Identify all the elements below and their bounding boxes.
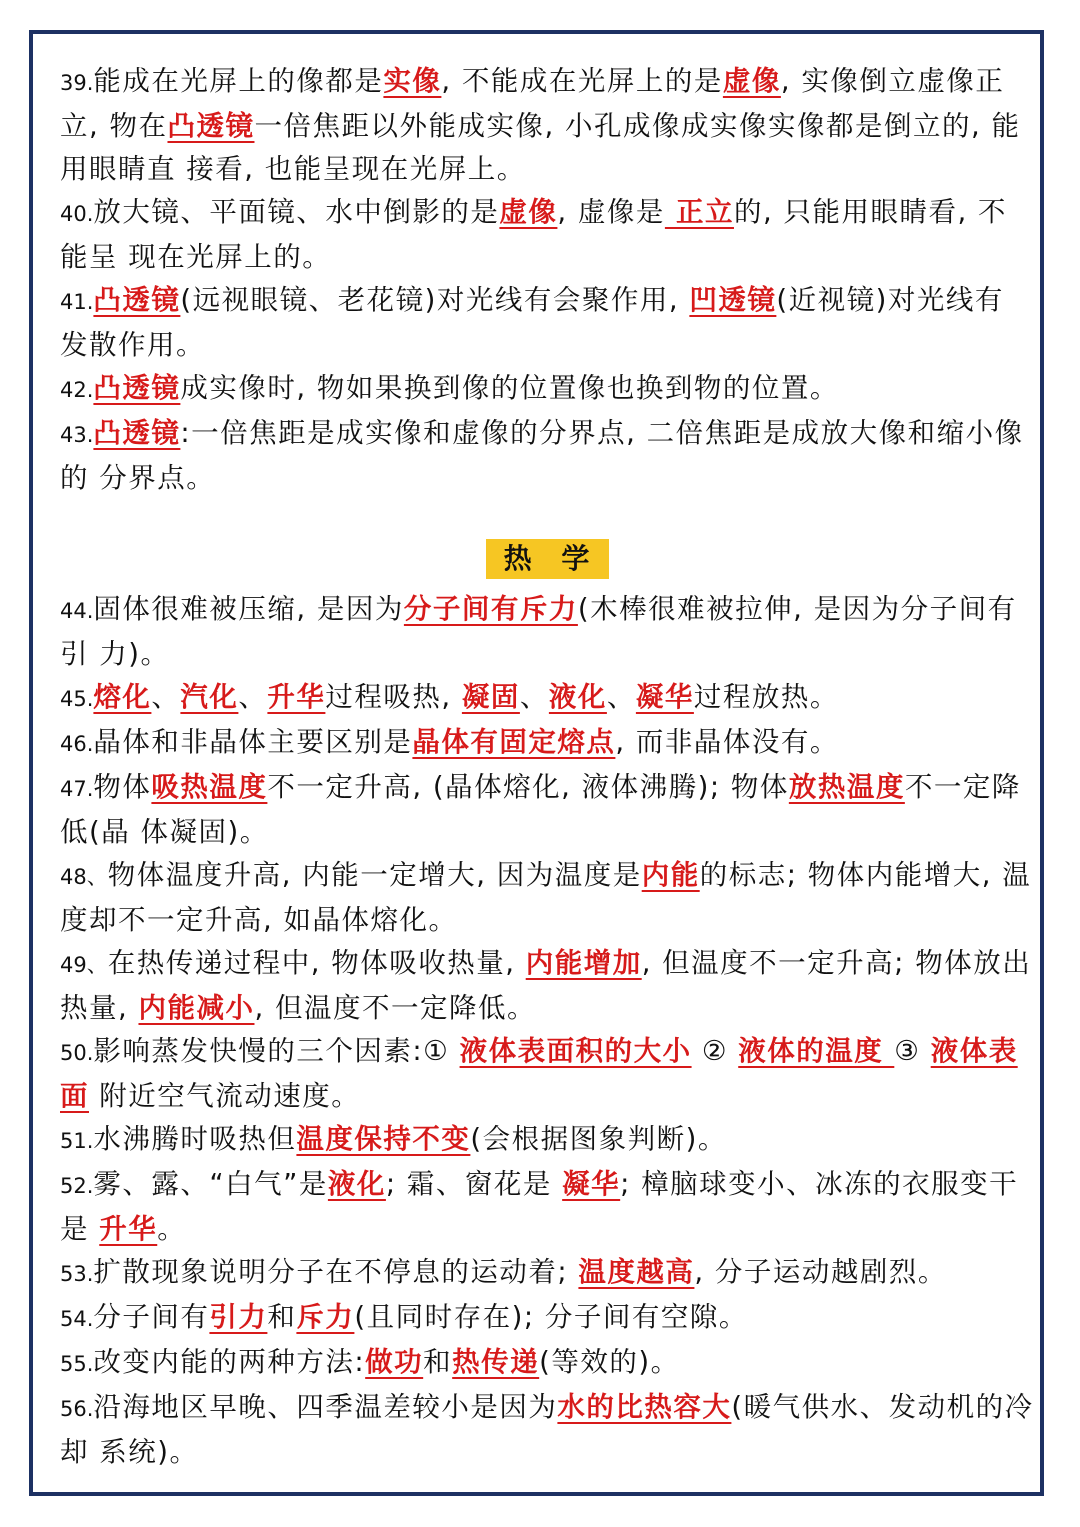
item-text: 一倍焦距以外能成实像, 小孔成像成实像实像都是倒立的, 能用眼睛直 接看, 也能呈现在光屏上。: [60, 110, 1021, 185]
item-number: 39.: [60, 71, 94, 95]
document-body: [60, 60, 1035, 1474]
answer-keyword: 水的比热容大: [557, 1391, 732, 1423]
answer-keyword: 放热温度: [788, 771, 905, 803]
item-text: 不一定升高, (晶体熔化, 液体沸腾); 物体: [267, 771, 789, 803]
answer-keyword: 凸透镜: [167, 110, 255, 142]
answer-keyword: 凝华: [562, 1168, 621, 1200]
item-text: ②: [691, 1035, 739, 1067]
item-text: , 分子运动越剧烈。: [694, 1256, 947, 1288]
optics-section: [60, 60, 1035, 500]
item-text: 附近空气流动速度。: [89, 1080, 361, 1112]
answer-keyword: 汽化: [180, 681, 239, 713]
item-number: 53.: [60, 1262, 94, 1286]
answer-keyword: 引力: [209, 1301, 268, 1333]
item-number: 43.: [60, 423, 94, 447]
item-text: 晶体和非晶体主要区别是: [93, 726, 413, 758]
item-text: 沿海地区早晚、四季温差较小是因为: [93, 1391, 558, 1423]
thermal-section: [60, 588, 1035, 1474]
item-number: 52.: [60, 1174, 94, 1198]
section-heading: 热 学: [486, 539, 610, 579]
answer-keyword: 内能减小: [138, 992, 255, 1024]
item-number: 50.: [60, 1041, 94, 1065]
answer-keyword: 升华: [267, 681, 326, 713]
item-text: 雾、露、“白气”是: [93, 1168, 328, 1200]
item-text: 不一定降低(晶 体凝固)。: [60, 771, 1021, 848]
list-item: [60, 367, 1035, 412]
item-number: 45.: [60, 687, 94, 711]
item-number: 56.: [60, 1397, 94, 1421]
list-item: [60, 942, 1035, 1030]
list-item: [60, 191, 1035, 279]
item-text: (暖气供水、发动机的冷却 系统)。: [60, 1391, 1034, 1468]
answer-keyword: 凝固: [461, 681, 520, 713]
item-text: 、: [519, 681, 549, 713]
item-text: , 不能成在光屏上的是: [441, 65, 723, 97]
list-item: [60, 1386, 1035, 1474]
answer-keyword: 凸透镜: [93, 417, 181, 449]
item-text: 和: [423, 1346, 453, 1378]
answer-keyword: 凝华: [635, 681, 694, 713]
answer-keyword: 内能增加: [525, 947, 642, 979]
list-item: [60, 1163, 1035, 1251]
answer-keyword: 凸透镜: [93, 284, 181, 316]
item-number: 48、: [60, 865, 108, 889]
list-item: [60, 1341, 1035, 1386]
answer-keyword: 液化: [327, 1168, 386, 1200]
item-text: 的标志; 物体内能增大, 温 度却不一定升高, 如晶体熔化。: [60, 859, 1032, 936]
item-text: 、: [606, 681, 636, 713]
answer-keyword: 内能: [641, 859, 700, 891]
list-item: [60, 412, 1035, 500]
list-item: [60, 1030, 1035, 1118]
item-text: (等效的)。: [539, 1346, 680, 1378]
item-text: 能成在光屏上的像都是: [93, 65, 384, 97]
item-text: 过程吸热,: [325, 681, 462, 713]
item-text: 的, 只能用眼睛看, 不能呈 现在光屏上的。: [60, 196, 1007, 273]
answer-keyword: 熔化: [93, 681, 152, 713]
item-text: ; 樟脑球变小、冰冻的衣服变干是: [60, 1168, 1019, 1245]
item-text: , 但温度不一定升高; 物体放出热量,: [60, 947, 1032, 1024]
item-text: 扩散现象说明分子在不停息的运动着;: [93, 1256, 579, 1288]
list-item: [60, 1118, 1035, 1163]
item-text: (近视镜)对光线有 发散作用。: [60, 284, 1004, 361]
item-number: 47.: [60, 777, 94, 801]
answer-keyword: 液化: [548, 681, 607, 713]
list-item: [60, 60, 1035, 191]
answer-keyword: 凸透镜: [93, 372, 181, 404]
item-text: ③: [894, 1035, 931, 1067]
item-text: , 但温度不一定降低。: [254, 992, 536, 1024]
answer-keyword: 温度越高: [578, 1256, 695, 1288]
item-number: 51.: [60, 1129, 94, 1153]
item-text: :一倍焦距是成实像和虚像的分界点, 二倍焦距是成放大像和缩小像的 分界点。: [60, 417, 1024, 494]
answer-keyword: 吸热温度: [151, 771, 268, 803]
item-text: 放大镜、平面镜、水中倒影的是: [93, 196, 500, 228]
item-text: 影响蒸发快慢的三个因素:①: [93, 1035, 460, 1067]
answer-keyword: 虚像: [499, 196, 558, 228]
answer-keyword: 虚像: [722, 65, 781, 97]
item-text: 和: [267, 1301, 297, 1333]
answer-keyword: 做功: [365, 1346, 424, 1378]
item-text: (会根据图象判断)。: [470, 1123, 727, 1155]
section-heading-wrap: [60, 538, 1035, 582]
answer-keyword: 液体表面积的大小: [459, 1035, 692, 1067]
list-item: [60, 766, 1035, 854]
answer-keyword: 热传递: [452, 1346, 540, 1378]
list-item: [60, 279, 1035, 367]
answer-keyword: 液体的温度: [738, 1035, 895, 1067]
item-text: 物体: [93, 771, 152, 803]
item-text: 水沸腾时吸热但: [93, 1123, 297, 1155]
answer-keyword: 正立: [664, 196, 734, 228]
answer-keyword: 斥力: [296, 1301, 355, 1333]
list-item: [60, 588, 1035, 676]
item-number: 49、: [60, 953, 108, 977]
list-item: [60, 721, 1035, 766]
item-number: 44.: [60, 599, 94, 623]
item-number: 42.: [60, 378, 94, 402]
list-item: [60, 1296, 1035, 1341]
item-text: , 虚像是: [557, 196, 665, 228]
item-number: 55.: [60, 1352, 94, 1376]
item-number: 40.: [60, 202, 94, 226]
item-number: 41.: [60, 290, 94, 314]
item-text: 在热传递过程中, 物体吸收热量,: [107, 947, 526, 979]
answer-keyword: 温度保持不变: [296, 1123, 471, 1155]
item-text: (且同时存在); 分子间有空隙。: [354, 1301, 748, 1333]
answer-keyword: 凹透镜: [689, 284, 777, 316]
list-item: [60, 676, 1035, 721]
item-number: 46.: [60, 732, 94, 756]
item-text: 。: [157, 1213, 187, 1245]
item-text: ; 霜、窗花是: [385, 1168, 563, 1200]
answer-keyword: 分子间有斥力: [403, 593, 578, 625]
answer-keyword: 升华: [99, 1213, 158, 1245]
item-text: 改变内能的两种方法:: [93, 1346, 366, 1378]
item-text: 物体温度升高, 内能一定增大, 因为温度是: [107, 859, 642, 891]
item-text: 固体很难被压缩, 是因为: [93, 593, 404, 625]
item-text: 、: [238, 681, 268, 713]
item-text: (远视眼镜、老花镜)对光线有会聚作用,: [180, 284, 690, 316]
item-text: 、: [151, 681, 181, 713]
item-text: , 实像倒立虚像正立, 物在: [60, 65, 1005, 142]
item-text: 分子间有: [93, 1301, 210, 1333]
item-text: , 而非晶体没有。: [615, 726, 839, 758]
item-text: 过程放热。: [693, 681, 839, 713]
answer-keyword: 晶体有固定熔点: [412, 726, 616, 758]
item-number: 54.: [60, 1307, 94, 1331]
item-text: (木棒很难被拉伸, 是因为分子间有引 力)。: [60, 593, 1017, 670]
list-item: [60, 1251, 1035, 1296]
answer-keyword: 液体表面: [60, 1035, 1018, 1112]
item-text: 成实像时, 物如果换到像的位置像也换到物的位置。: [180, 372, 839, 404]
list-item: [60, 854, 1035, 942]
answer-keyword: 实像: [383, 65, 442, 97]
